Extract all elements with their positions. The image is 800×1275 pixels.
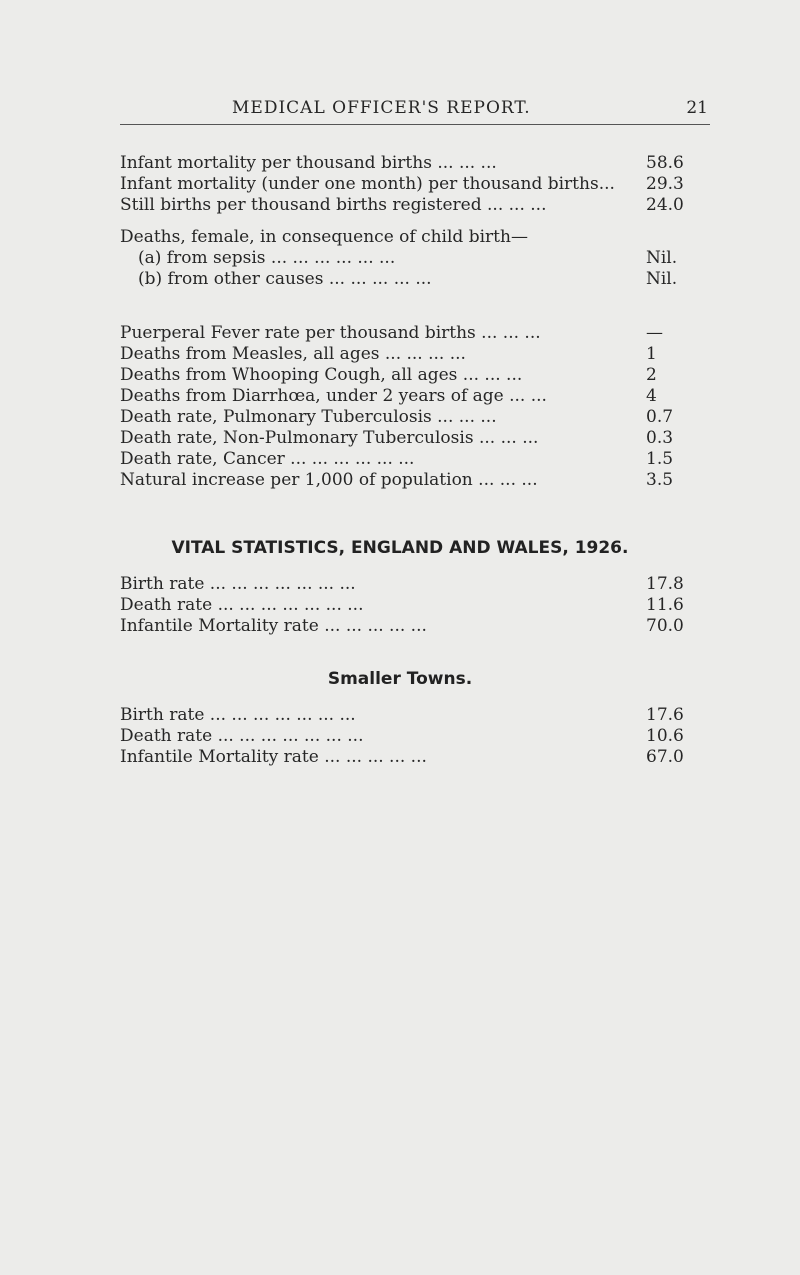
maternal-deaths-list xyxy=(120,227,712,290)
row-label: Still births per thousand births registered ... ... ... xyxy=(120,195,547,215)
row-label: Infantile Mortality rate ... ... ... ... ... xyxy=(120,616,427,636)
row-label: Puerperal Fever rate per thousand births ... ... ... xyxy=(120,323,541,343)
list-item xyxy=(120,705,712,726)
list-item xyxy=(120,174,712,195)
list-item xyxy=(120,747,712,768)
list-item xyxy=(120,269,712,290)
row-label: Birth rate ... ... ... ... ... ... ... xyxy=(120,705,356,725)
list-item xyxy=(120,449,712,470)
row-value: 3.5 xyxy=(646,470,674,490)
row-label: Deaths from Measles, all ages ... ... ... ... xyxy=(120,344,466,364)
row-label: (a) from sepsis ... ... ... ... ... ... xyxy=(138,248,396,268)
list-item xyxy=(120,407,712,428)
row-label: Death rate, Cancer ... ... ... ... ... ... xyxy=(120,449,415,469)
list-item xyxy=(120,726,712,747)
deaths-list xyxy=(120,323,712,491)
row-label: (b) from other causes ... ... ... ... ... xyxy=(138,269,432,289)
row-label: Death rate, Pulmonary Tuberculosis ... ... ... xyxy=(120,407,497,427)
row-value: 4 xyxy=(646,386,657,406)
vital-statistics-list xyxy=(120,574,712,637)
row-value: 11.6 xyxy=(646,595,684,615)
row-label: Infant mortality per thousand births ... ... ... xyxy=(120,153,497,173)
row-label: Deaths from Whooping Cough, all ages ... ... ... xyxy=(120,365,523,385)
row-value: 0.3 xyxy=(646,428,674,448)
list-item xyxy=(120,574,712,595)
list-item xyxy=(120,386,712,407)
row-value: 58.6 xyxy=(646,153,684,173)
row-value: Nil. xyxy=(646,248,678,268)
list-item xyxy=(120,595,712,616)
row-value: 2 xyxy=(646,365,657,385)
page-number: 21 xyxy=(686,98,708,118)
row-label: Infant mortality (under one month) per thousand births... xyxy=(120,174,615,194)
list-item xyxy=(120,344,712,365)
page-header xyxy=(120,98,710,128)
smaller-towns-heading: Smaller Towns. xyxy=(327,669,473,689)
row-value: — xyxy=(646,323,663,343)
row-value: Nil. xyxy=(646,269,678,289)
row-label: Birth rate ... ... ... ... ... ... ... xyxy=(120,574,356,594)
row-label: Death rate ... ... ... ... ... ... ... xyxy=(120,726,364,746)
row-label: Death rate, Non-Pulmonary Tuberculosis ... ... ... xyxy=(120,428,539,448)
row-value: 29.3 xyxy=(646,174,684,194)
row-label: Deaths from Diarrhœa, under 2 years of age ... ... xyxy=(120,386,547,406)
vital-statistics-heading: VITAL STATISTICS, ENGLAND AND WALES, 1926. xyxy=(171,538,629,558)
smaller-towns-list xyxy=(120,705,712,768)
row-value: 67.0 xyxy=(646,747,684,767)
header-rule xyxy=(120,124,710,125)
list-item xyxy=(120,323,712,344)
section-heading xyxy=(120,227,712,248)
row-value: 1 xyxy=(646,344,657,364)
row-label: Death rate ... ... ... ... ... ... ... xyxy=(120,595,364,615)
list-item xyxy=(120,195,712,216)
list-item xyxy=(120,470,712,491)
row-label: Deaths, female, in consequence of child birth— xyxy=(120,227,528,247)
row-value: 0.7 xyxy=(646,407,674,427)
row-value: 1.5 xyxy=(646,449,674,469)
list-item xyxy=(120,365,712,386)
list-item xyxy=(120,428,712,449)
row-label: Natural increase per 1,000 of population ... ... ... xyxy=(120,470,538,490)
row-value: 70.0 xyxy=(646,616,684,636)
row-label: Infantile Mortality rate ... ... ... ... ... xyxy=(120,747,427,767)
running-title: MEDICAL OFFICER'S REPORT. xyxy=(232,98,531,118)
list-item xyxy=(120,153,712,174)
row-value: 17.6 xyxy=(646,705,684,725)
row-value: 24.0 xyxy=(646,195,684,215)
list-item xyxy=(120,616,712,637)
infant-rates-list xyxy=(120,153,712,216)
list-item xyxy=(120,248,712,269)
row-value: 17.8 xyxy=(646,574,684,594)
row-value: 10.6 xyxy=(646,726,684,746)
